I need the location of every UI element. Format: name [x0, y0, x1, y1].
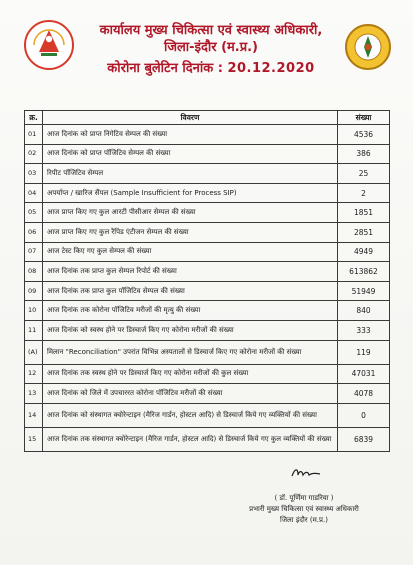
row-count: 47031	[338, 364, 390, 384]
row-description: आज दिनांक तक कोरोना पॉजिटिव मरीजों की मृत्यु की संख्या	[43, 301, 338, 321]
table-row	[25, 427, 390, 451]
row-sn: 02	[25, 144, 43, 164]
table-row	[25, 125, 390, 145]
bulletin-title	[80, 60, 342, 77]
column-header-count: संख्या	[338, 111, 390, 125]
table-header-row	[25, 111, 390, 125]
row-description: आज दिनांक तक प्राप्त कुल पॉजिटिव सेम्पल की संख्या	[43, 281, 338, 301]
table-row	[25, 183, 390, 203]
column-header-description: विवरण	[43, 111, 338, 125]
table-row	[25, 281, 390, 301]
row-description: आज दिनांक तक प्राप्त कुल सेम्पल रिपोर्ट की संख्या	[43, 262, 338, 282]
signatory-designation: प्रभारी मुख्य चिकित्सा एवं स्वास्थ्य अधिकारी	[249, 505, 359, 513]
table-row	[25, 340, 390, 364]
row-count: 333	[338, 320, 390, 340]
table-row	[25, 262, 390, 282]
row-description: आज प्राप्त किए गए कुल आरटी पीसीआर सेम्पल की संख्या	[43, 203, 338, 223]
mp-emblem-graphic	[347, 26, 389, 68]
table-row	[25, 242, 390, 262]
row-description: आज दिनांक तक संस्थागत क्वोरेन्टाइन (मैरिज गार्डन, होस्टल आदि) से डिस्चार्ज किये गए कुल व्यक्तियों की संख्या	[43, 427, 338, 451]
signatory-name: ( डॉ. पूर्णिमा गाडरिया )	[274, 494, 334, 502]
table-row	[25, 320, 390, 340]
row-count: 51949	[338, 281, 390, 301]
row-count: 840	[338, 301, 390, 321]
row-description: आज दिनांक तक स्वस्थ होने पर डिस्चार्ज किए गए कोरोना मरीजों की कुल संख्या	[43, 364, 338, 384]
row-sn: 11	[25, 320, 43, 340]
row-description: अपर्याप्त / खारिज सैंपल (Sample Insufficient for Process SIP)	[43, 183, 338, 203]
table-row	[25, 164, 390, 184]
madhya-pradesh-emblem	[345, 24, 391, 70]
table-row	[25, 222, 390, 242]
row-sn: 04	[25, 183, 43, 203]
row-count: 2851	[338, 222, 390, 242]
row-description: रिपीट पॉजिटिव सेम्पल	[43, 164, 338, 184]
covid-bulletin-table	[24, 110, 390, 452]
row-count: 119	[338, 340, 390, 364]
row-sn: 14	[25, 403, 43, 427]
table-row	[25, 203, 390, 223]
row-sn: 07	[25, 242, 43, 262]
row-count: 6839	[338, 427, 390, 451]
row-sn: 09	[25, 281, 43, 301]
page-header	[80, 22, 342, 77]
row-count: 386	[338, 144, 390, 164]
row-sn: 06	[25, 222, 43, 242]
table-row	[25, 144, 390, 164]
row-sn: 08	[25, 262, 43, 282]
bulletin-date: 20.12.2020	[227, 61, 315, 76]
row-sn: 01	[25, 125, 43, 145]
bulletin-label: कोरोना बुलेटिन दिनांक :	[107, 61, 223, 76]
row-sn: 03	[25, 164, 43, 184]
row-sn: (A)	[25, 340, 43, 364]
row-sn: 15	[25, 427, 43, 451]
row-count: 4949	[338, 242, 390, 262]
row-count: 1851	[338, 203, 390, 223]
signature-block	[214, 493, 394, 526]
row-description: आज दिनांक को प्राप्त निगेटिव सेम्पल की संख्या	[43, 125, 338, 145]
table-row	[25, 301, 390, 321]
row-count: 613862	[338, 262, 390, 282]
office-title: कार्यालय मुख्य चिकित्सा एवं स्वास्थ्य अधिकारी,	[99, 23, 323, 38]
district-title: जिला-इंदौर (म.प्र.)	[163, 40, 259, 55]
row-count: 0	[338, 403, 390, 427]
table-row	[25, 403, 390, 427]
row-description: मिलान "Reconciliation" उपरांत विभिन्न अस्पतालों से डिस्चार्ज किए गए कोरोना मरीजों की संख्या	[43, 340, 338, 364]
row-description: आज दिनांक को जिले में उपचाररत कोरोना पॉजिटिव मरीजों की संख्या	[43, 384, 338, 404]
row-description: आज दिनांक को स्वस्थ होने पर डिस्चार्ज किए गए कोरोना मरीजों की संख्या	[43, 320, 338, 340]
table-row	[25, 384, 390, 404]
row-count: 4536	[338, 125, 390, 145]
row-sn: 12	[25, 364, 43, 384]
signatory-location: जिला इंदौर (म.प्र.)	[280, 516, 328, 524]
row-count: 4078	[338, 384, 390, 404]
column-header-sn: क्र.	[25, 111, 43, 125]
row-sn: 05	[25, 203, 43, 223]
national-health-mission-logo	[24, 20, 74, 70]
table-row	[25, 364, 390, 384]
row-description: आज टेस्ट किए गए कुल सेम्पल की संख्या	[43, 242, 338, 262]
handwritten-signature	[290, 466, 322, 480]
row-sn: 13	[25, 384, 43, 404]
nhm-logo-graphic	[26, 22, 72, 68]
row-description: आज प्राप्त किए गए कुल रैपिड एंटीजन सेम्पल की संख्या	[43, 222, 338, 242]
row-sn: 10	[25, 301, 43, 321]
row-description: आज दिनांक को प्राप्त पॉजिटिव सेम्पल की संख्या	[43, 144, 338, 164]
row-count: 2	[338, 183, 390, 203]
row-count: 25	[338, 164, 390, 184]
row-description: आज दिनांक को संस्थागत क्वोरेन्टाइन (मैरिज गार्डन, होस्टल आदि) से डिस्चार्ज किये गए व्यक्तियों की संख्या	[43, 403, 338, 427]
